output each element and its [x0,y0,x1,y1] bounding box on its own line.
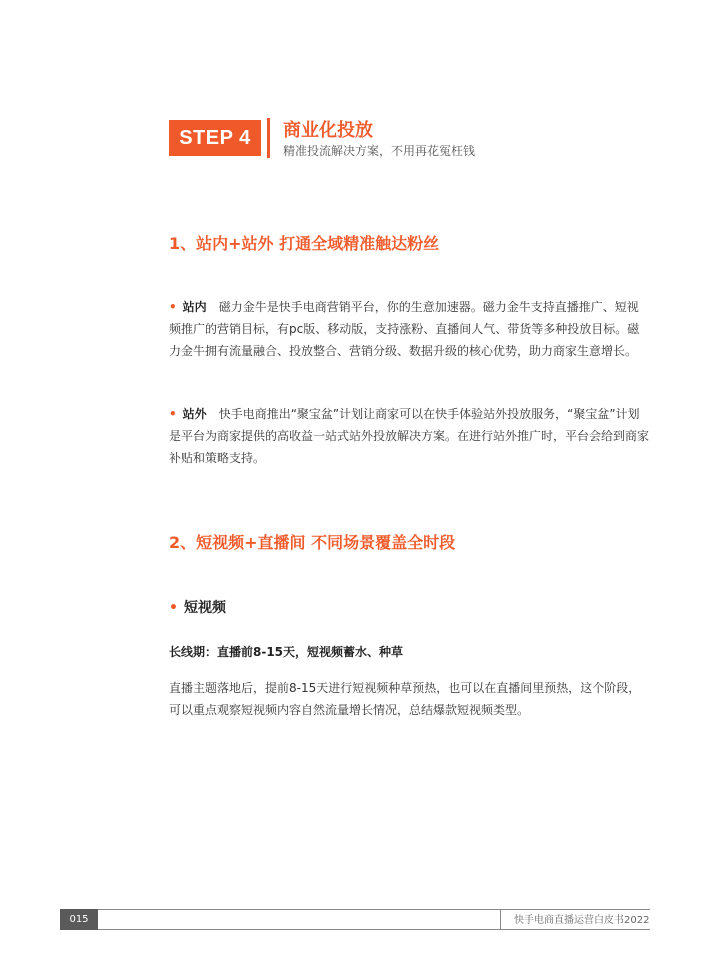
bullet-paragraph-offsite [169,403,649,469]
footer-rule-top [60,909,650,910]
step-divider [267,118,270,158]
phase-title: 长线期：直播前8-15天，短视频蓄水、种草 [169,645,404,659]
step-title: 商业化投放 [283,120,373,141]
bullet-icon: • [169,600,178,616]
sub-heading [169,597,226,617]
step-badge: STEP 4 [169,120,261,156]
bullet-icon: • [169,407,177,421]
bullet-label: 站内 [182,300,207,314]
section-heading-1: 1、站内+站外 打通全域精准触达粉丝 [169,234,440,253]
bullet-label: 站外 [182,407,207,421]
page-number: 015 [60,909,98,930]
bullet-icon: • [169,300,177,314]
footer-divider [500,909,501,930]
bullet-paragraph-onsite [169,296,649,362]
body-paragraph: 直播主题落地后，提前8-15天进行短视频种草预热，也可以在直播间里预热，这个阶段，可以重点观察短视频内容自然流量增长情况，总结爆款短视频类型。 [169,681,641,717]
bullet-text: 磁力金牛是快手电商营销平台，你的生意加速器。磁力金牛支持直播推广、短视频推广的营销目标，有pc版、移动版，支持涨粉、直播间人气、带货等多种投放目标。磁力金牛拥有流量融合、投放整合、营销分级、数据升级的核心优势，助力商家生意增长。 [169,300,640,358]
bullet-text: 快手电商推出“聚宝盆”计划让商家可以在快手体验站外投放服务，“聚宝盆”计划是平台为商家提供的高收益一站式站外投放解决方案。在进行站外推广时，平台会给到商家补贴和策略支持。 [169,407,650,465]
section-heading-2: 2、短视频+直播间 不同场景覆盖全时段 [169,533,456,552]
footer-document-title: 快手电商直播运营白皮书2022 [514,915,650,926]
footer-rule-bottom [60,929,650,930]
sub-heading-label: 短视频 [183,600,226,616]
step-subtitle: 精准投流解决方案，不用再花冤枉钱 [283,144,476,158]
